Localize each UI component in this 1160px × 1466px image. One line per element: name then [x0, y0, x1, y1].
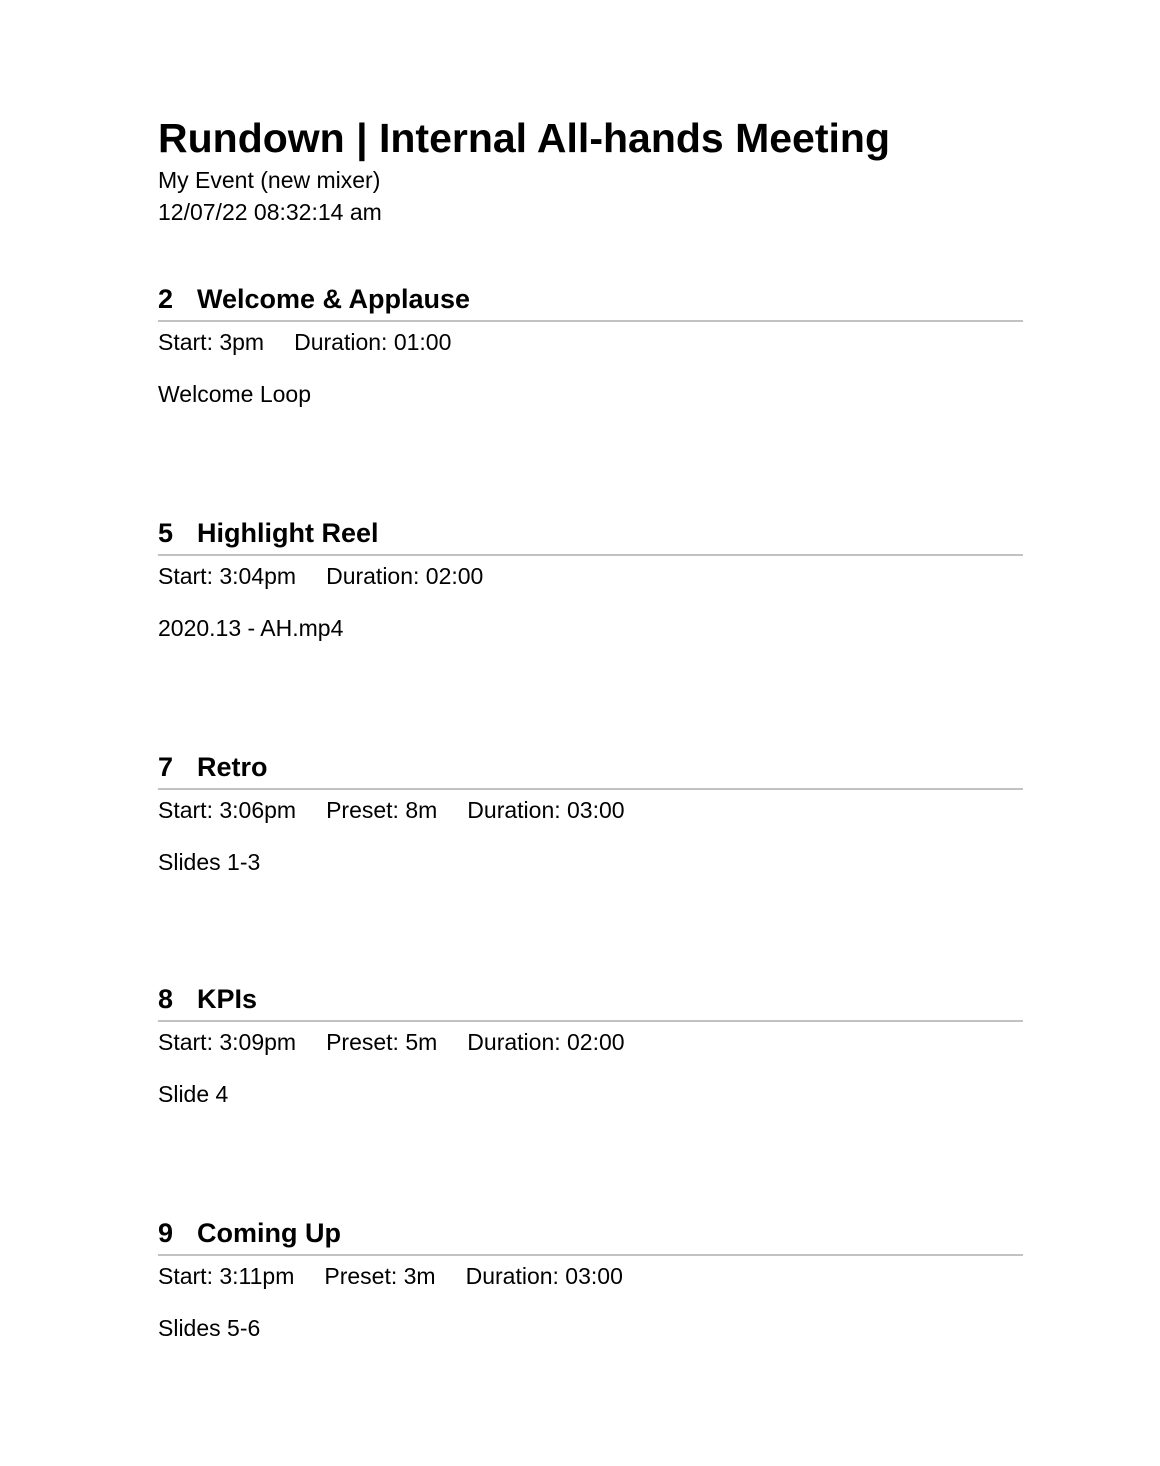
segment-start-time: Start: 3pm: [158, 329, 265, 355]
segment-number: 5: [158, 518, 174, 548]
generated-timestamp: 12/07/22 08:32:14 am: [158, 199, 382, 225]
segment-duration: Duration: 02:00: [467, 1029, 625, 1055]
segment-meta: [158, 1262, 653, 1290]
segment-title: Highlight Reel: [197, 518, 379, 548]
segment-number: 9: [158, 1218, 174, 1248]
segment-number: 8: [158, 984, 174, 1014]
segment-duration: Duration: 01:00: [294, 329, 452, 355]
segment-start-time: Start: 3:09pm: [158, 1029, 297, 1055]
document-title: Rundown | Internal All-hands Meeting: [158, 115, 890, 161]
segment-header: [158, 982, 1023, 1022]
segment-meta: [158, 562, 513, 590]
segment-header: [158, 282, 1023, 322]
segment-note: Slides 1-3: [158, 849, 261, 875]
segment-block: [158, 516, 1023, 656]
segment-header: [158, 1216, 1023, 1256]
segment-header: [158, 750, 1023, 790]
segment-block: [158, 282, 1023, 422]
segment-title: Welcome & Applause: [197, 284, 471, 314]
segment-preset: Preset: 3m: [324, 1263, 436, 1289]
segment-start-time: Start: 3:06pm: [158, 797, 297, 823]
segment-note: Slides 5-6: [158, 1315, 261, 1341]
segment-note: 2020.13 - AH.mp4: [158, 615, 344, 641]
segment-block: [158, 750, 1023, 890]
segment-start-time: Start: 3:11pm: [158, 1263, 295, 1289]
segment-block: [158, 982, 1023, 1122]
segment-duration: Duration: 03:00: [465, 1263, 623, 1289]
segment-duration: Duration: 02:00: [326, 563, 484, 589]
segment-meta: [158, 328, 481, 356]
segment-preset: Preset: 8m: [326, 797, 438, 823]
segment-preset: Preset: 5m: [326, 1029, 438, 1055]
event-name: My Event (new mixer): [158, 167, 381, 193]
segment-title: KPIs: [197, 984, 258, 1014]
segment-meta: [158, 1028, 655, 1056]
segment-number: 2: [158, 284, 174, 314]
segment-title: Retro: [197, 752, 268, 782]
segment-title: Coming Up: [197, 1218, 341, 1248]
segment-note: Slide 4: [158, 1081, 229, 1107]
segment-start-time: Start: 3:04pm: [158, 563, 297, 589]
segment-note: Welcome Loop: [158, 381, 311, 407]
segment-number: 7: [158, 752, 174, 782]
segment-header: [158, 516, 1023, 556]
segment-meta: [158, 796, 655, 824]
segment-block: [158, 1216, 1023, 1356]
segment-duration: Duration: 03:00: [467, 797, 625, 823]
